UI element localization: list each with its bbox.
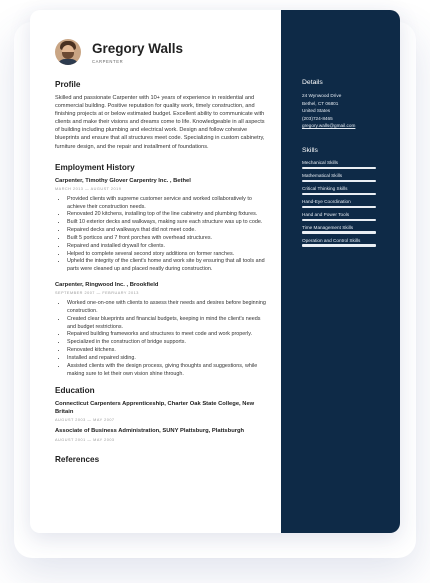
job-bullet: • Renovated kitchens. <box>67 347 267 355</box>
employment-heading: Employment History <box>55 162 135 172</box>
job-title: Carpenter, Timothy Glover Carpentry Inc. , Bethel <box>55 177 191 184</box>
references-heading: References <box>55 454 100 464</box>
education-dates: AUGUST 2003 — MAY 2007 <box>55 418 115 423</box>
skill-item <box>302 186 388 195</box>
job-bullets <box>55 196 267 274</box>
skill-label: Mathematical Skills <box>302 172 343 178</box>
job-dates: SEPTEMBER 2007 — FEBRUARY 2013 <box>55 291 139 296</box>
phone-line: (203)724-8465 <box>302 115 333 121</box>
education-dates: AUGUST 2001 — MAY 2003 <box>55 437 115 442</box>
skill-label: Time Management Skills <box>302 224 354 230</box>
city-line: Bethel, CT 06801 <box>302 100 339 106</box>
skill-bar-fill <box>302 219 376 221</box>
job-bullet: • Renovated 20 kitchens, installing top of the line cabinetry and plumbing fixtures. <box>67 211 267 219</box>
job-dates: MARCH 2013 — AUGUST 2019 <box>55 186 122 191</box>
skill-label: Mechanical Skills <box>302 159 338 165</box>
skill-bar <box>302 180 376 182</box>
details-section <box>302 79 388 130</box>
country-line: United States <box>302 108 331 114</box>
job-bullet: • Built 5 porticos and 7 front porches with overhead structures. <box>67 235 267 243</box>
job-bullet: • Upheld the integrity of the client's home and work site by ensuring that all tools and parts were cleaned up and placed neatly during construction. <box>67 258 267 274</box>
skill-bar <box>302 231 376 233</box>
job-bullet: • Built 10 exterior decks and walkways, making sure each structure was up to code. <box>67 219 267 227</box>
education-entry <box>55 400 267 424</box>
resume-page <box>30 10 400 533</box>
education-heading: Education <box>55 385 95 395</box>
profile-heading: Profile <box>55 80 81 89</box>
skill-label: Hand and Power Tools <box>302 211 350 217</box>
skill-bar-fill <box>302 180 376 182</box>
details-heading: Details <box>302 79 323 86</box>
job-bullet: • Assisted clients with the design process, giving thoughts and suggestions, while making sure to let their own vision shine through. <box>67 363 267 379</box>
skill-bar <box>302 193 376 195</box>
skill-bar-fill <box>302 206 376 208</box>
job-bullet: • Repaired and installed drywall for clients. <box>67 243 267 251</box>
skill-item <box>302 238 388 247</box>
job-bullet: • Installed and repaired siding. <box>67 355 267 363</box>
skill-bar <box>302 206 376 208</box>
email-link[interactable]: gregory.walls@gmail.com <box>302 123 356 129</box>
education-entry <box>55 427 267 442</box>
skill-label: Operation and Control Skills <box>302 237 361 243</box>
skills-section <box>302 147 388 247</box>
job-bullet: • Helped to complete several second story additions on former ranches. <box>67 251 267 259</box>
skill-bar <box>302 219 376 221</box>
job-bullet: • Repaired decks and walkways that did not meet code. <box>67 227 267 235</box>
sidebar <box>281 10 400 533</box>
profile-text: Skilled and passionate Carpenter with 10+ years of experience in residential and commercial building. Positive reputation for quality work, timely construction, and finishing projects at or below estimated budget. Excellent ability to communicate with clients and make their visions and dreams come to life. Knowledgeable in all aspects of building including plumbing and electrical work. Design and follow cohesive blueprints and ensure that all structures meet code. Specializing in custom cabinetry, furniture design, and the repair and installment of foundations. <box>55 95 265 150</box>
skills-heading: Skills <box>302 146 318 154</box>
person-name: Gregory Walls <box>92 40 184 56</box>
skill-item <box>302 173 388 182</box>
main-column <box>30 10 281 533</box>
address-line: 24 Wynwood Drive <box>302 93 342 98</box>
job-entry <box>55 281 267 378</box>
education-title: Associate of Business Administration, SUNY Plattsburg, Plattsburgh <box>55 428 245 435</box>
job-bullet: • Repaired building frameworks and structures to meet code and work properly. <box>67 331 267 339</box>
skill-item <box>302 212 388 221</box>
job-title: Carpenter, Ringwood Inc. , Brookfield <box>55 282 159 289</box>
skill-bar <box>302 244 376 246</box>
job-bullet: • Created clear blueprints and financial budgets, keeping in mind the client's needs and budget restrictions. <box>67 316 267 332</box>
skill-bar <box>302 167 376 169</box>
job-entry <box>55 177 267 274</box>
resume-header <box>55 36 267 68</box>
job-bullet: • Worked one-on-one with clients to assess their needs and desires before beginning construction. <box>67 300 267 316</box>
skill-item <box>302 160 388 169</box>
skill-bar-fill <box>302 244 376 246</box>
education-title: Connecticut Carpenters Apprenticeship, Charter Oak State College, New Britain <box>55 400 255 415</box>
person-role: CARPENTER <box>92 58 124 64</box>
job-bullets <box>55 300 267 378</box>
skill-item <box>302 225 388 234</box>
skill-bar-fill <box>302 167 376 169</box>
skill-bar-fill <box>302 193 376 195</box>
job-bullet: • Specialized in the construction of bridge supports. <box>67 339 267 347</box>
skill-item <box>302 199 388 208</box>
skill-bar-fill <box>302 231 376 233</box>
skill-label: Hand-Eye Coordination <box>302 198 351 204</box>
avatar <box>55 39 81 65</box>
skill-label: Critical Thinking Skills <box>302 185 348 191</box>
job-bullet: • Provided clients with supreme customer service and worked collaboratively to achieve their construction needs. <box>67 196 267 212</box>
